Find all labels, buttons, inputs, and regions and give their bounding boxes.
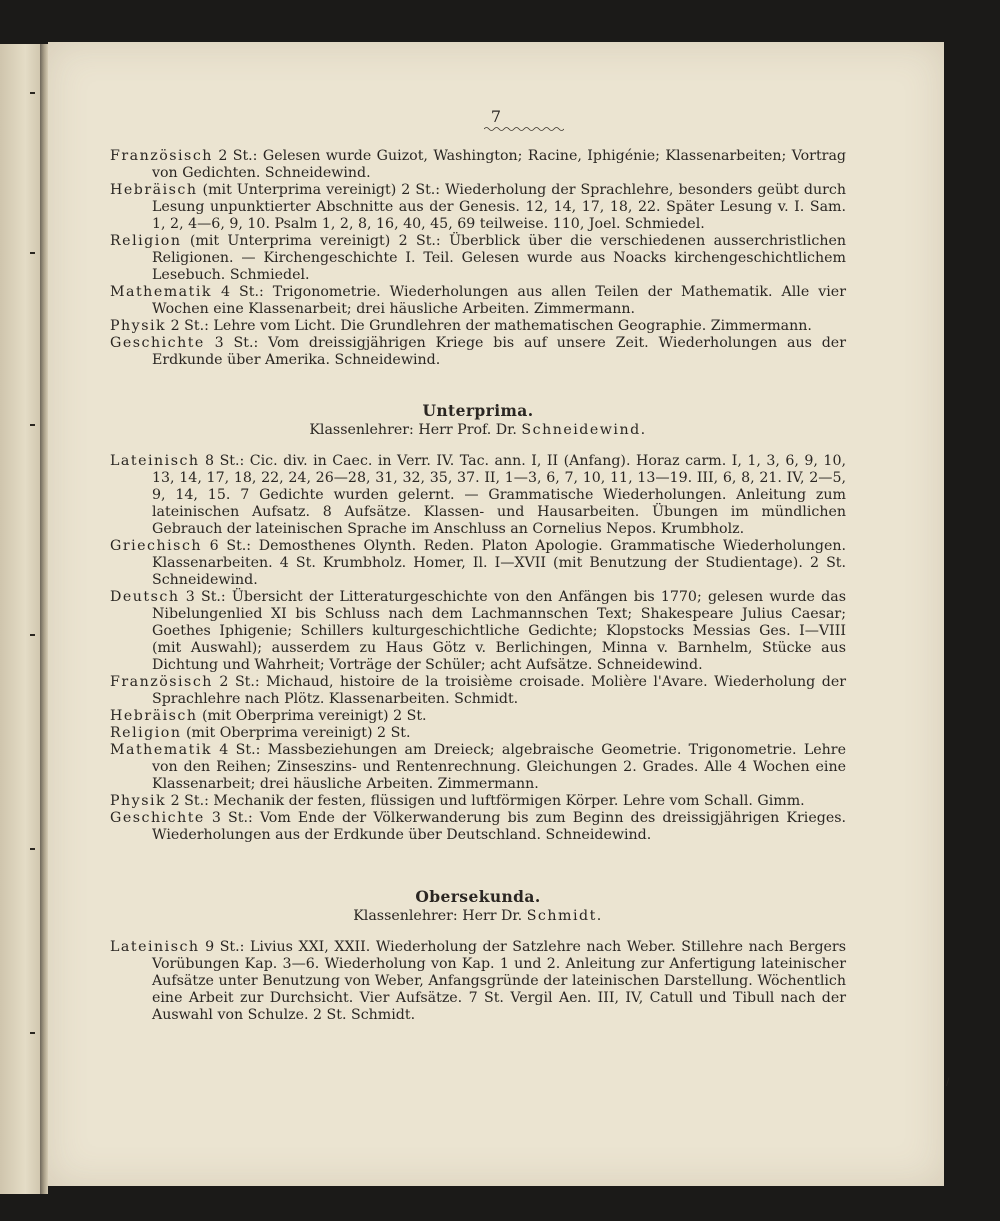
subject-name: Mathematik [110, 284, 212, 300]
subject-name: Geschichte [110, 810, 205, 826]
margin-speck: / [946, 1077, 950, 1088]
subject-entry-franzoesisch [110, 148, 846, 182]
page-edge-mark [30, 1032, 35, 1034]
continued-subject-list [110, 148, 846, 369]
subject-text: 4 St.: Massbeziehungen am Dreieck; algebraische Geometrie. Trigonometrie. Lehre von den Reihen; Zinseszins- und Rentenrechnung. Gleichungen 2. Grades. Alle 4 Wochen eine Klassenarbeit; drei häusliche Arbeiten. Zimmermann. [152, 742, 846, 792]
subject-name: Französisch [110, 148, 213, 164]
subject-entry-hebraeisch [110, 708, 846, 725]
document-page [48, 42, 950, 1186]
subject-text: (mit Unterprima vereinigt) 2 St.: Überblick über die verschiedenen ausserchristlichen Religionen. — Kirchengeschichte I. Teil. Gelesen wurde aus Noacks kirchengeschichtlichem Lesebuch. Schmiedel. [152, 233, 846, 283]
subject-name: Lateinisch [110, 453, 200, 469]
page-edge-mark [30, 92, 35, 94]
subject-name: Griechisch [110, 538, 203, 554]
subject-text: 8 St.: Cic. div. in Caec. in Verr. IV. Tac. ann. I, II (Anfang). Horaz carm. I, 1, 3, 6, 9, 10, 13, 14, 17, 18, 22, 24, 26—28, 31, 32, 35, 37. II, 1—3, 6, 7, 10, 11, 13—19. III, 6, 8, 21. IV, 2—5, 9, 14, 15. 7 Gedichte wurden gelernt. — Grammatische Wiederholungen. Anleitung zum lateinischen Aufsatz. 8 Aufsätze. Klassen- und Hausarbeiten. Übungen im mündlichen Gebrauch der lateinischen Sprache im Anschluss an Cornelius Nepos. Krumbholz. [152, 453, 846, 537]
subject-name: Geschichte [110, 335, 205, 351]
subject-text: (mit Oberprima vereinigt) 2 St. [181, 725, 411, 741]
page-edge-mark [30, 252, 35, 254]
teacher-label: Klassenlehrer: Herr Prof. Dr. [309, 422, 522, 438]
subject-entry-mathematik [110, 284, 846, 318]
subject-name: Lateinisch [110, 939, 200, 955]
subject-entry-religion [110, 233, 846, 284]
subject-entry-deutsch [110, 589, 846, 674]
section-spacer [110, 844, 846, 888]
section-title: Obersekunda. [415, 887, 541, 906]
subject-text: 2 St.: Mechanik der festen, flüssigen und luftförmigen Körper. Lehre vom Schall. Gimm. [166, 793, 805, 809]
section-spacer [110, 369, 846, 402]
subject-name: Deutsch [110, 589, 180, 605]
obersekunda-section [110, 888, 846, 1024]
subject-entry-geschichte [110, 810, 846, 844]
teacher-label: Klassenlehrer: Herr Dr. [353, 908, 527, 924]
subject-entry-physik [110, 318, 846, 335]
subject-text: 3 St.: Vom Ende der Völkerwanderung bis zum Beginn des dreissigjährigen Krieges. Wiederholungen aus der Erdkunde über Deutschland. Schneidewind. [152, 810, 846, 843]
wavy-rule-ornament [484, 126, 564, 132]
subject-entry-mathematik [110, 742, 846, 793]
page-edge-mark [30, 424, 35, 426]
subject-name: Hebräisch [110, 708, 198, 724]
subject-name: Physik [110, 318, 167, 334]
subject-entry-franzoesisch [110, 674, 846, 708]
subject-name: Physik [110, 793, 167, 809]
subject-text: 9 St.: Livius XXI, XXII. Wiederholung der Satzlehre nach Weber. Stillehre nach Bergers Vorübungen Kap. 3—6. Wiederholung von Kap. 1 und 2. Anleitung zur Anfertigung lateinischer Aufsätze unter Benutzung von Weber, Anfangsgründe der lateinischen Darstellung. Wöchentlich eine Arbeit zur Durchsicht. Vier Aufsätze. 7 St. Vergil Aen. III, IV, Catull und Tibull nach der Auswahl von Schulze. 2 St. Schmidt. [152, 939, 846, 1023]
section-title: Unterprima. [422, 401, 534, 420]
class-teacher-line [110, 908, 846, 925]
subject-entry-lateinisch [110, 453, 846, 538]
subject-name: Hebräisch [110, 182, 198, 198]
book-gutter [40, 44, 48, 1194]
subject-text: 3 St.: Vom dreissigjährigen Kriege bis auf unsere Zeit. Wiederholungen aus der Erdkunde über Amerika. Schneidewind. [152, 335, 846, 368]
subject-text: 2 St.: Gelesen wurde Guizot, Washington; Racine, Iphigénie; Klassenarbeiten; Vortrag von Gedichten. Schneidewind. [152, 148, 846, 181]
subject-text: (mit Unterprima vereinigt) 2 St.: Wiederholung der Sprachlehre, besonders geübt durch Lesung unpunktierter Abschnitte aus der Genesis. 12, 14, 17, 18, 22. Später Lesung v. I. Sam. 1, 2, 4—6, 9, 10. Psalm 1, 2, 8, 16, 40, 45, 69 teilweise. 110, Joel. Schmiedel. [152, 182, 846, 232]
subject-entry-religion [110, 725, 846, 742]
subject-text: 2 St.: Lehre vom Licht. Die Grundlehren der mathematischen Geographie. Zimmermann. [166, 318, 812, 334]
teacher-name: Schmidt. [526, 908, 603, 924]
page-number: 7 [490, 107, 502, 126]
subject-text: 3 St.: Übersicht der Litteraturgeschichte von den Anfängen bis 1770; gelesen wurde das Nibelungenlied XI bis Schluss nach dem Lachmannschen Text; Shakespeare Julius Caesar; Goethes Iphigenie; Schillers kulturgeschichtliche Gedichte; Klopstocks Messias Ges. I—VIII (mit Auswahl); ausserdem zu Haus Götz v. Berlichingen, Minna v. Barnhelm, Stücke aus Dichtung und Wahrheit; Vorträge der Schüler; acht Aufsätze. Schneidewind. [152, 589, 846, 673]
subject-name: Religion [110, 233, 182, 249]
subject-entry-physik [110, 793, 846, 810]
subject-name: Mathematik [110, 742, 212, 758]
subject-entry-griechisch [110, 538, 846, 589]
unterprima-section [110, 402, 846, 844]
page-edge-mark [30, 634, 35, 636]
subject-entry-lateinisch [110, 939, 846, 1024]
class-teacher-line [110, 422, 846, 439]
subject-name: Religion [110, 725, 182, 741]
page-edge-mark [30, 848, 35, 850]
page-content [110, 148, 846, 1024]
subject-text: 2 St.: Michaud, histoire de la troisième croisade. Molière l'Avare. Wiederholung der Sprachlehre nach Plötz. Klassenarbeiten. Schmidt. [152, 674, 846, 707]
subject-entry-geschichte [110, 335, 846, 369]
subject-text: 6 St.: Demosthenes Olynth. Reden. Platon Apologie. Grammatische Wiederholungen. Klassenarbeiten. 4 St. Krumbholz. Homer, Il. I—XVII (mit Benutzung der Studientage). 2 St. Schneidewind. [152, 538, 846, 588]
subject-text: 4 St.: Trigonometrie. Wiederholungen aus allen Teilen der Mathematik. Alle vier Wochen eine Klassenarbeit; drei häusliche Arbeiten. Zimmermann. [152, 284, 846, 317]
subject-entry-hebraeisch [110, 182, 846, 233]
subject-name: Französisch [110, 674, 213, 690]
teacher-name: Schneidewind. [521, 422, 647, 438]
subject-text: (mit Oberprima vereinigt) 2 St. [197, 708, 427, 724]
